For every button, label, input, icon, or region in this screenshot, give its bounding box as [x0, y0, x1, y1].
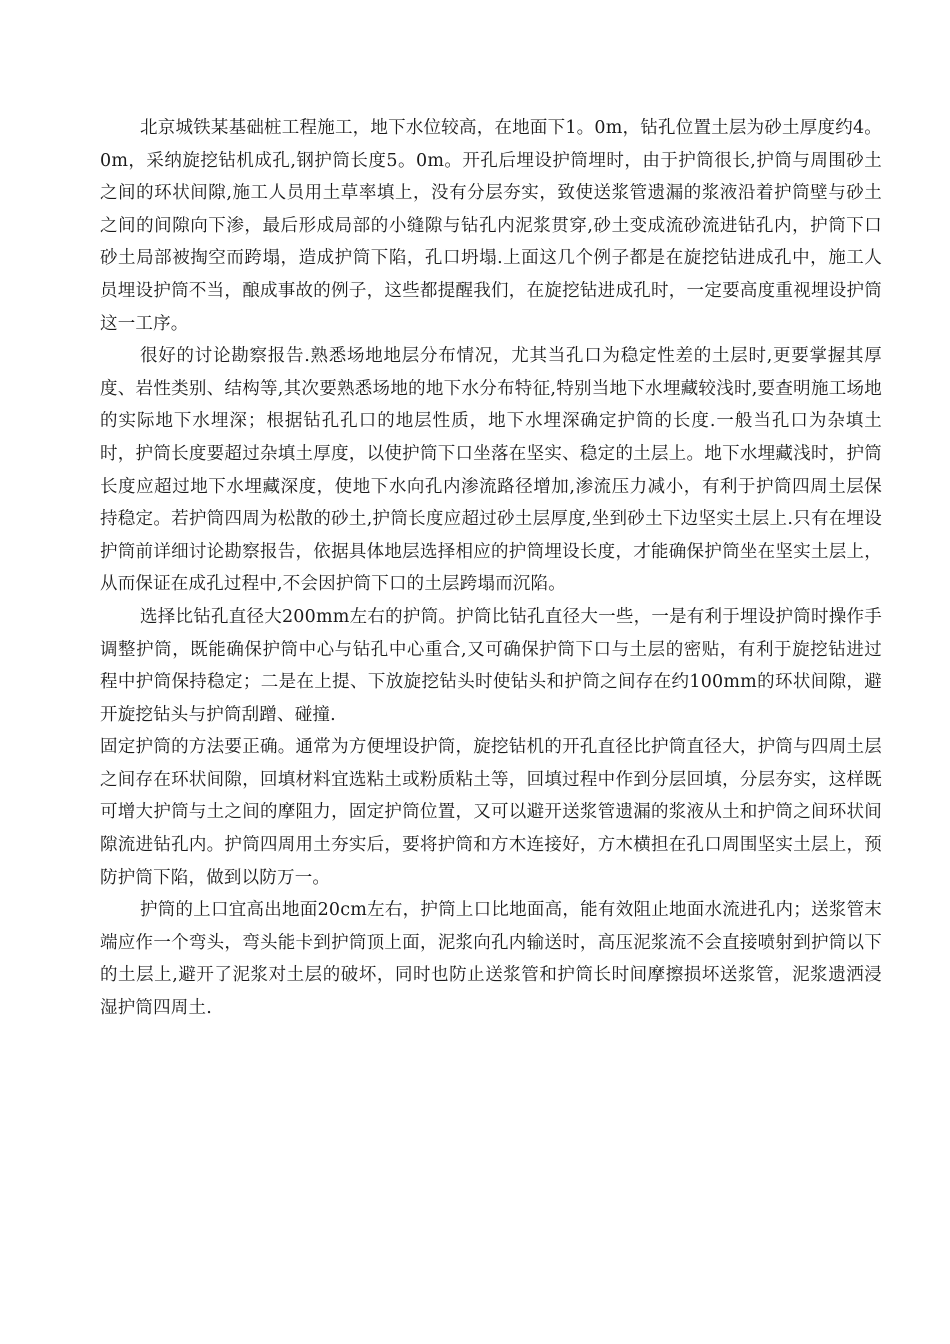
paragraph-casing-top: 护筒的上口宜高出地面20cm左右，护筒上口比地面高，能有效阻止地面水流进孔内；送浆管末端应作一个弯头，弯头能卡到护筒顶上面，泥浆向孔内输送时，高压泥浆流不会直接喷射到护筒以下的土层上,避开了泥浆对土层的破坏，同时也防止送浆管和护筒长时间摩擦损坏送浆管，泥浆遗洒浸湿护筒四周土.	[100, 900, 882, 1019]
document-page	[100, 112, 882, 1025]
paragraph-case-example: 北京城铁某基础桩工程施工，地下水位较高，在地面下1。0m，钻孔位置土层为砂土厚度约4。0m，采纳旋挖钻机成孔,钢护筒长度5。0m。开孔后埋设护筒埋时，由于护筒很长,护筒与周围砂土之间的环状间隙,施工人员用土草率填上，没有分层夯实，致使送浆管遗漏的浆液沿着护筒壁与砂土之间的间隙向下渗，最后形成局部的小缝隙与钻孔内泥浆贯穿,砂土变成流砂流进钻孔内，护筒下口砂土局部被掏空而跨塌，造成护筒下陷，孔口坍塌.上面这几个例子都是在旋挖钻进成孔中，施工人员埋设护筒不当，酿成事故的例子，这些都提醒我们，在旋挖钻进成孔时，一定要高度重视埋设护筒这一工序。	[100, 118, 882, 334]
paragraph-fixing-method: 固定护筒的方法要正确。通常为方便埋设护筒，旋挖钻机的开孔直径比护筒直径大，护筒与四周土层之间存在环状间隙，回填材料宜选粘土或粉质粘土等，回填过程中作到分层回填，分层夯实，这样既可增大护筒与土之间的摩阻力，固定护筒位置，又可以避开送浆管遗漏的浆液从土和护筒之间环状间隙流进钻孔内。护筒四周用土夯实后，要将护筒和方木连接好，方木横担在孔口周围坚实土层上，预防护筒下陷，做到以防万一。	[100, 737, 882, 888]
paragraph-survey-report: 很好的讨论勘察报告.熟悉场地地层分布情况，尤其当孔口为稳定性差的土层时,更要掌握其厚度、岩性类别、结构等,其次要熟悉场地的地下水分布特征,特别当地下水埋藏较浅时,要查明施工场地的实际地下水埋深；根据钻孔孔口的地层性质，地下水埋深确定护筒的长度.一般当孔口为杂填土时，护筒长度要超过杂填土厚度，以使护筒下口坐落在坚实、稳定的土层上。地下水埋藏浅时，护筒长度应超过地下水埋藏深度，使地下水向孔内渗流路径增加,渗流压力减小，有利于护筒四周土层保持稳定。若护筒四周为松散的砂土,护筒长度应超过砂土层厚度,坐到砂土下边坚实土层上.只有在埋设护筒前详细讨论勘察报告，依据具体地层选择相应的护筒埋设长度，才能确保护筒坐在坚实土层上，从而保证在成孔过程中,不会因护筒下口的土层跨塌而沉陷。	[100, 346, 882, 595]
paragraph-casing-diameter: 选择比钻孔直径大200mm左右的护筒。护筒比钻孔直径大一些，一是有利于埋设护筒时操作手调整护筒，既能确保护筒中心与钻孔中心重合,又可确保护筒下口与土层的密贴，有利于旋挖钻进过程中护筒保持稳定；二是在上提、下放旋挖钻头时使钻头和护筒之间存在约100mm的环状间隙，避开旋挖钻头与护筒刮蹭、碰撞.	[100, 606, 882, 725]
